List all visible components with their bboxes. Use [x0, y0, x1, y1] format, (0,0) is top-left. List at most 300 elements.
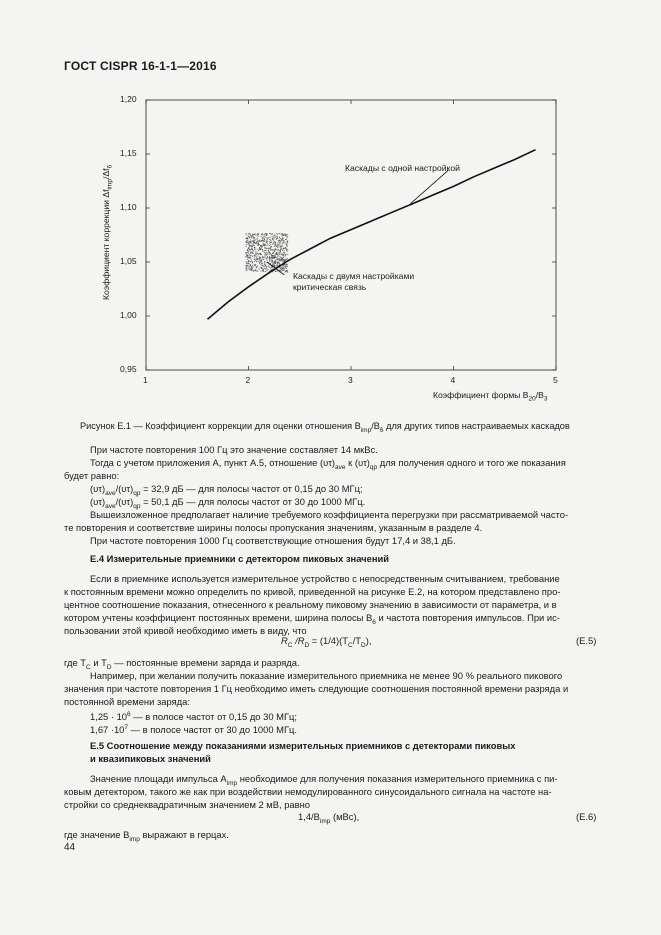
scatter-dot	[282, 254, 283, 255]
scatter-dot	[264, 244, 265, 245]
equation-e5-number: (Е.5)	[576, 635, 597, 646]
scatter-dot	[261, 267, 262, 268]
scatter-dot	[281, 249, 282, 250]
scatter-dot	[253, 253, 254, 254]
scatter-dot	[272, 236, 273, 237]
example-line-2: значения при частоте повторения 1 Гц необходимо иметь следующие соотношения постоянной времени разряда и	[64, 683, 569, 694]
scatter-dot	[246, 263, 247, 264]
ratio-sub-ave: ave	[335, 463, 346, 471]
scatter-dot	[280, 256, 281, 257]
paragraph-1000hz: При частоте повторения 1000 Гц соответствующие отношения будут 17,4 и 38,1 дБ.	[90, 535, 456, 546]
scatter-dot	[260, 262, 261, 263]
scatter-dot	[261, 234, 262, 235]
scatter-dot	[269, 256, 270, 257]
scatter-dot	[256, 251, 257, 252]
scatter-dot	[270, 248, 271, 249]
scatter-dot	[273, 258, 274, 259]
scatter-dot	[282, 235, 283, 236]
scatter-dot	[259, 261, 260, 262]
scatter-dot	[285, 260, 286, 261]
scatter-dot	[275, 263, 276, 264]
eq5-s4: D	[361, 641, 366, 649]
scatter-dot	[264, 252, 265, 253]
where-bimp	[64, 828, 229, 846]
x-tick-label: 2	[245, 375, 251, 385]
scatter-dot	[249, 241, 250, 242]
scatter-dot	[255, 265, 256, 266]
scatter-dot	[274, 235, 275, 236]
scatter-dot	[279, 250, 280, 251]
f1-b: /(υτ)	[115, 483, 134, 494]
scatter-dot	[246, 268, 247, 269]
scatter-dot	[265, 233, 266, 234]
scatter-dot	[259, 259, 260, 260]
scatter-dot	[274, 262, 275, 263]
scatter-dot	[264, 241, 265, 242]
scatter-dot	[262, 246, 263, 247]
scatter-dot	[273, 242, 274, 243]
scatter-dot	[284, 256, 285, 257]
scatter-dot	[277, 249, 278, 250]
scatter-dot	[259, 240, 260, 241]
scatter-dot	[254, 250, 255, 251]
scatter-dot	[248, 247, 249, 248]
scatter-dot	[255, 253, 256, 254]
scatter-dot	[267, 243, 268, 244]
scatter-dot	[283, 240, 284, 241]
scatter-dot	[252, 268, 253, 269]
paragraph-ratio	[90, 456, 566, 474]
scatter-dot	[276, 271, 277, 272]
scatter-dot	[267, 270, 268, 271]
scatter-dot	[285, 247, 286, 248]
scatter-dot	[259, 263, 260, 264]
scatter-dot	[258, 258, 259, 259]
scatter-dot	[274, 246, 275, 247]
scatter-dot	[279, 264, 280, 265]
scatter-dot	[276, 253, 277, 254]
y-tick-label: 1,15	[120, 148, 137, 158]
scatter-dot	[250, 258, 251, 259]
scatter-dot	[258, 261, 259, 262]
scatter-dot	[248, 258, 249, 259]
scatter-dot	[286, 249, 287, 250]
scatter-dot	[281, 269, 282, 270]
scatter-dot	[269, 254, 270, 255]
scatter-dot	[248, 235, 249, 236]
scatter-dot	[278, 259, 279, 260]
scatter-dot	[255, 255, 256, 256]
scatter-dot	[280, 268, 281, 269]
scatter-dot	[269, 241, 270, 242]
scatter-dot	[284, 251, 285, 252]
scatter-dot	[275, 253, 276, 254]
scatter-dot	[287, 266, 288, 267]
scatter-dot	[271, 246, 272, 247]
scatter-dot	[252, 255, 253, 256]
scatter-dot	[287, 249, 288, 250]
scatter-dot	[273, 238, 274, 239]
x-axis-label-text: Коэффициент формы B	[433, 390, 529, 400]
scatter-dot	[282, 233, 283, 234]
scatter-dot	[269, 257, 270, 258]
scatter-dot	[248, 238, 249, 239]
scatter-dot	[250, 249, 251, 250]
scatter-dot	[250, 257, 251, 258]
scatter-dot	[255, 242, 256, 243]
f2-sub2: qp	[133, 502, 141, 510]
scatter-dot	[250, 265, 251, 266]
scatter-dot	[255, 240, 256, 241]
page-number: 44	[64, 842, 76, 853]
scatter-dot	[272, 267, 273, 268]
scatter-dot	[275, 237, 276, 238]
scatter-dot	[283, 234, 284, 235]
scatter-dot	[282, 260, 283, 261]
scatter-dot	[260, 253, 261, 254]
scatter-dot	[248, 244, 249, 245]
scatter-dot	[260, 267, 261, 268]
scatter-dot	[260, 264, 261, 265]
r2-b: — в полосе частот от 30 до 1000 МГц.	[128, 724, 298, 736]
paragraph-ratio-cont: будет равно:	[64, 470, 120, 481]
scatter-dot	[256, 270, 257, 271]
scatter-dot	[268, 269, 269, 270]
f2-a: (υτ)	[90, 496, 106, 507]
scatter-dot	[248, 248, 249, 249]
caption-sub1: imp	[360, 426, 372, 434]
scatter-dot	[264, 245, 265, 246]
scatter-dot	[281, 254, 282, 255]
scatter-dot	[278, 250, 279, 251]
scatter-dot	[247, 255, 248, 256]
scatter-dot	[254, 241, 255, 242]
scatter-dot	[276, 254, 277, 255]
annotation-two-stage	[293, 271, 414, 293]
eq5-s3: C	[347, 641, 353, 649]
scatter-dot	[271, 269, 272, 270]
scatter-dot	[271, 237, 272, 238]
scatter-dot	[282, 245, 283, 246]
scatter-dot	[251, 246, 252, 247]
equation-e5	[281, 634, 371, 652]
f1-sub2: qp	[133, 489, 141, 497]
scatter-dot	[280, 234, 281, 235]
scatter-dot	[259, 247, 260, 248]
scatter-dot	[261, 268, 262, 269]
scatter-dot	[252, 256, 253, 257]
scatter-dot	[264, 263, 265, 264]
scatter-dot	[276, 246, 277, 247]
scatter-dot	[285, 235, 286, 236]
scatter-dot	[262, 237, 263, 238]
scatter-dot	[249, 245, 250, 246]
annotation-two-stage-line2: критическая связь	[293, 282, 367, 292]
scatter-dot	[255, 264, 256, 265]
scatter-dot	[277, 234, 278, 235]
scatter-dot	[273, 240, 274, 241]
scatter-dot	[251, 237, 252, 238]
f1-c: = 32,9 дБ — для полосы частот от 0,15 до 30 МГц;	[140, 483, 363, 494]
scatter-dot	[257, 256, 258, 257]
scatter-dot	[280, 240, 281, 241]
scatter-dot	[280, 238, 281, 239]
scatter-dot	[266, 266, 267, 267]
scatter-dot	[268, 266, 269, 267]
scatter-dot	[269, 245, 270, 246]
scatter-dot	[249, 233, 250, 234]
scatter-dot	[286, 254, 287, 255]
e4-line-4-sub: 6	[372, 618, 376, 626]
scatter-dot	[284, 269, 285, 270]
scatter-dot	[266, 238, 267, 239]
scatter-dot	[261, 240, 262, 241]
scatter-dot	[251, 241, 252, 242]
scatter-dot	[284, 234, 285, 235]
scatter-dot	[257, 238, 258, 239]
scatter-dot	[249, 249, 250, 250]
scatter-dot	[277, 247, 278, 248]
scatter-dot	[264, 247, 265, 248]
scatter-dot	[267, 260, 268, 261]
scatter-dot	[250, 269, 251, 270]
scatter-dot	[268, 265, 269, 266]
eq5-b: /R	[292, 635, 305, 646]
paragraph-overload-1: Вышеизложенное предполагает наличие требуемого коэффициента перегрузки при рассматриваемой часто-	[90, 509, 569, 520]
scatter-dot	[258, 234, 259, 235]
plot-area-frame	[146, 100, 556, 370]
scatter-dot	[253, 270, 254, 271]
scatter-dot	[272, 260, 273, 261]
scatter-dot	[285, 239, 286, 240]
scatter-dot	[257, 253, 258, 254]
scatter-dot	[255, 243, 256, 244]
scatter-dot	[271, 242, 272, 243]
scatter-dot	[252, 265, 253, 266]
scatter-dot	[284, 241, 285, 242]
y-tick-label: 0,95	[120, 364, 137, 374]
scatter-dot	[267, 253, 268, 254]
scatter-dot	[246, 233, 247, 234]
scatter-dot	[280, 241, 281, 242]
scatter-dot	[270, 268, 271, 269]
scatter-dot	[283, 255, 284, 256]
where2-a: где значение B	[64, 829, 130, 840]
scatter-dot	[266, 242, 267, 243]
scatter-dot	[282, 270, 283, 271]
scatter-dot	[279, 254, 280, 255]
scatter-dot	[258, 244, 259, 245]
scatter-dot	[266, 248, 267, 249]
scatter-dot	[287, 243, 288, 244]
scatter-dot	[247, 269, 248, 270]
paragraph-overload-2: те повторения и соответствие ширины полосы пропускания значениям, указанным в разделе 4.	[64, 522, 483, 533]
scatter-dot	[264, 234, 265, 235]
scatter-dot	[275, 245, 276, 246]
caption-post: для других типов настраиваемых каскадов	[383, 421, 570, 431]
scatter-dot	[274, 241, 275, 242]
scatter-dot	[265, 268, 266, 269]
scatter-dot	[249, 258, 250, 259]
eq6-b: (мВс),	[330, 811, 360, 822]
scatter-dot	[254, 259, 255, 260]
caption-text: Рисунок Е.1 — Коэффициент коррекции для оценки отношения B	[80, 421, 361, 431]
figure-caption	[80, 421, 570, 434]
scatter-dot	[261, 262, 262, 263]
scatter-dot	[283, 255, 284, 256]
f2-sub1: ave	[105, 502, 116, 510]
scatter-dot	[280, 247, 281, 248]
scatter-dot	[277, 265, 278, 266]
scatter-dot	[270, 244, 271, 245]
scatter-dot	[263, 251, 264, 252]
r2-a: 1,67 ·10	[90, 724, 125, 736]
scatter-dot	[259, 241, 260, 242]
scatter-dot	[256, 266, 257, 267]
scatter-dot	[262, 268, 263, 269]
scatter-dot	[249, 243, 250, 244]
scatter-dot	[287, 236, 288, 237]
scatter-dot	[251, 246, 252, 247]
scatter-dot	[271, 240, 272, 241]
scatter-dot	[254, 265, 255, 266]
scatter-dot	[279, 263, 280, 264]
scatter-dot	[252, 244, 253, 245]
scatter-dot	[248, 251, 249, 252]
scatter-dot	[268, 252, 269, 253]
e4-line-3: центное соотношение показания, отнесенного к реальному пиковому значению в зависимости от параметра, и в	[64, 599, 557, 610]
scatter-dot	[272, 258, 273, 259]
x-axis-label-suffix: /B	[535, 390, 544, 400]
e5-1b: необходимое для получения показания измерительного приемника с пи-	[237, 773, 558, 784]
scatter-dot	[275, 257, 276, 258]
scatter-dot	[281, 260, 282, 261]
scatter-dot	[275, 249, 276, 250]
scatter-dot	[286, 268, 287, 269]
scatter-dot	[272, 262, 273, 263]
scatter-dot	[265, 237, 266, 238]
x-tick-label: 5	[553, 375, 558, 385]
scatter-dot	[273, 263, 274, 264]
scatter-dot	[256, 257, 257, 258]
scatter-dot	[245, 252, 246, 253]
scatter-dot	[278, 262, 279, 263]
scatter-dot	[270, 242, 271, 243]
caption-mid: /B	[371, 421, 380, 431]
scatter-dot	[286, 242, 287, 243]
scatter-dot	[248, 251, 249, 252]
scatter-dot	[287, 241, 288, 242]
ratio-value-2	[90, 721, 297, 736]
e4-line-1: Если в приемнике используется измерительное устройство с непосредственным считыванием, требование	[90, 573, 560, 584]
scatter-dot	[263, 245, 264, 246]
scatter-dot	[272, 256, 273, 257]
scatter-dot	[246, 235, 247, 236]
scatter-dot	[246, 267, 247, 268]
scatter-dot	[262, 270, 263, 271]
scatter-dot	[265, 261, 266, 262]
scatter-dot	[281, 248, 282, 249]
y-tick-label: 1,05	[120, 256, 137, 266]
scatter-dot	[245, 261, 246, 262]
scatter-dot	[258, 241, 259, 242]
scatter-dot	[283, 266, 284, 267]
scatter-dot	[254, 247, 255, 248]
x-axis-label-sub: 20	[528, 395, 536, 403]
scatter-dot	[265, 234, 266, 235]
scatter-dot	[283, 259, 284, 260]
scatter-dot	[271, 257, 272, 258]
scatter-dot	[277, 238, 278, 239]
scatter-dot	[260, 257, 261, 258]
scatter-dot	[262, 239, 263, 240]
scatter-dot	[270, 233, 271, 234]
series-line-single-stage	[208, 150, 536, 320]
scatter-dot	[247, 237, 248, 238]
scatter-dot	[253, 244, 254, 245]
scatter-dot	[258, 249, 259, 250]
scatter-dot	[261, 254, 262, 255]
scatter-dot	[268, 238, 269, 239]
eq5-e: ),	[365, 635, 372, 646]
scatter-dot	[270, 263, 271, 264]
scatter-dot	[245, 253, 246, 254]
scatter-dot	[274, 242, 275, 243]
scatter-dot	[257, 243, 258, 244]
scatter-dot	[287, 259, 288, 260]
scatter-dot	[270, 253, 271, 254]
scatter-dot	[248, 236, 249, 237]
scatter-dot	[248, 263, 249, 264]
eq5-a: R	[281, 635, 288, 646]
scatter-dot	[252, 250, 253, 251]
scatter-dot	[265, 255, 266, 256]
scatter-dot	[247, 242, 248, 243]
scatter-dot	[271, 255, 272, 256]
scatter-dot	[265, 265, 266, 266]
scatter-dot	[280, 253, 281, 254]
scatter-dot	[264, 266, 265, 267]
ratio-text-b: к (υτ)	[345, 457, 370, 468]
scatter-dot	[270, 254, 271, 255]
scatter-dot	[248, 268, 249, 269]
y-axis-label-suffix: /Δf	[101, 168, 111, 180]
scatter-dot	[274, 264, 275, 265]
scatter-dot	[254, 249, 255, 250]
section-e4-title: Е.4 Измерительные приемники с детектором пиковых значений	[90, 553, 390, 564]
scatter-dot	[278, 244, 279, 245]
scatter-dot	[279, 258, 280, 259]
scatter-dot	[250, 252, 251, 253]
scatter-dot	[281, 235, 282, 236]
scatter-dot	[277, 245, 278, 246]
scatter-dot	[282, 238, 283, 239]
scatter-dot	[283, 242, 284, 243]
scatter-dot	[266, 240, 267, 241]
scatter-dot	[287, 251, 288, 252]
scatter-dot	[272, 264, 273, 265]
scatter-dot	[251, 270, 252, 271]
scatter-dot	[272, 257, 273, 258]
scatter-dot	[260, 261, 261, 262]
scatter-dot	[282, 243, 283, 244]
scatter-dot	[275, 244, 276, 245]
scatter-dot	[265, 256, 266, 257]
e5-1a: Значение площади импульса A	[90, 773, 227, 784]
scatter-dot	[256, 267, 257, 268]
scatter-dot	[269, 233, 270, 234]
scatter-dot	[260, 249, 261, 250]
